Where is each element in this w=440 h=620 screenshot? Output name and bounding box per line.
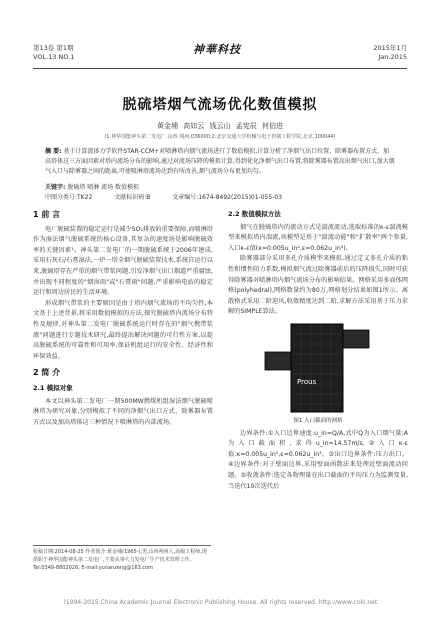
authors: 黄金埔 高如云 钱云山 孟宪辰 何伯进 bbox=[157, 122, 283, 130]
keywords bbox=[45, 182, 395, 191]
keywords-text: 脱硫塔 喷淋 流场 数值模拟 bbox=[67, 184, 140, 191]
doc-code: 文献标识码:B bbox=[114, 194, 151, 201]
copyright-footer: ?1994-2015 China Academic Journal Electronic Publishing House. All rights reserved. http://www.cnki.net bbox=[62, 599, 378, 606]
footnote: 收稿日期:2014-08-25 作者简介:黄金埔(1965-),男,山西朔州人,高级工程师,现供职于神华国能神头第二发电厂,主要从事火力发电厂生产技术管理工作。Tel:0349-8802026, E-mail:yunanzeng@163.com bbox=[33, 545, 211, 572]
keywords-label: 关键字: bbox=[45, 184, 66, 191]
section-2-1-paragraph: 本文以神头第二发电厂一期500MW燃煤机组湿法烟气脱硫喷淋塔为研究对象,分别模拟了不同的净烟气出口方式、除雾器布置方式以及加高塔体这三种情况下喷淋塔的内部流场。 bbox=[33, 397, 213, 426]
right-column bbox=[228, 206, 408, 492]
section-1-paragraph-2: 形成烟气带浆的主要原因是由于塔内烟气流场的不均匀性,本文基于上述背景,将采用数值模拟的方法,探究脱硫塔内流场分布特性及规律,对神头第二发电厂脱硫系统运行时存在的"烟气携带浆液"问题进行专题技术研究,最终提出解决问题的可行性方案,以提高脱硫系统的可靠性和可用率,保证机组运行的安全性、经济性和环保效益。 bbox=[33, 299, 213, 360]
paper-title: 脱硫塔烟气流场优化数值模拟 bbox=[122, 97, 318, 113]
left-column bbox=[33, 204, 213, 428]
clc-number: 中图分类号:TK22 bbox=[45, 194, 93, 201]
header-rule bbox=[33, 68, 407, 69]
section-2-2-paragraph-2: 除雾器部分采用多孔介质模型来模拟,通过定义多孔介质的粘性和惯性阻力系数,模拟烟气流过除雾器前后的压降损失,同时可获得除雾器对喷淋塔内烟气流场分布的影响结果。网格采用多面体网格(polyhedral),网格数量约为80万,网格划分结果如图1所示。离散格式采用二阶迎风,收敛精度达到二阶,求解方法采用基于压力求解的SIMPLE算法。 bbox=[228, 255, 408, 316]
section-2-heading: 2 简 介 bbox=[33, 368, 61, 378]
classification bbox=[45, 192, 395, 201]
journal-logo: 神華科技 bbox=[193, 43, 241, 56]
affiliation: (1.神华国能神头第二发电厂,山西 朔州,036000;2.北京交通大学机械与电子控制工程学院,北京,100044) bbox=[104, 134, 336, 140]
figure-overlay-label: Prous bbox=[297, 377, 317, 386]
abstract-label: 摘 要: bbox=[45, 148, 62, 155]
volume-cn: 第13卷 第1期 bbox=[33, 44, 74, 52]
figure-mesh bbox=[243, 322, 393, 414]
volume-en: VOL.13 NO.1 bbox=[33, 53, 75, 61]
section-2-2-paragraph-1: 烟气在脱硫塔内的流动方式是湍流流动,选取标准的κ-ε湍流模型来模拟塔内湍流,该模型是基于"湍流动能"和"扩散率"两个参量,入口κ-ε值(κ=0.005u_in²,ε=0.062u_in³)。 bbox=[228, 223, 408, 252]
date-info bbox=[373, 44, 407, 62]
abstract-text: 基于计算流体力学软件STAR-CCM+对喷淋塔内烟气流场进行了数值模拟,计算分析了净烟气出口位置、除雾器布置方式、加高塔体这三方面因素对塔内流场分布的影响,通过对流场压降的模拟计算,得到优化净烟气出口布置,将除雾器布置高出烟气出口,加大烟气入口与除雾器之间的距离,可使喷淋塔流场达到有所改善,烟气流场分布更加均匀。 bbox=[45, 148, 395, 175]
volume-info bbox=[33, 44, 74, 62]
article-number: 文章编号:1674-8492(2015)01-055-03 bbox=[172, 194, 282, 201]
figure-caption: 图1 入口截面的网格 bbox=[293, 417, 343, 424]
section-2-2-paragraph-3: 边界条件:①入口边界速度:u_in=Q/A,式中Q为入口烟气量;A为入口截面积,求得u_in=14.57m/s,②入口κ-ε值:κ=0.005u_in²,ε=0.062u_in³。③出口边界条件:压力出口。④边界条件:对于壁面边界,采用壁面函数法来处理近壁面流动问题。⑤收敛条件:选定各物理量在出口截面的平均压力为监测变量,当迭代10次迭代后 bbox=[228, 429, 408, 490]
section-2-1-heading: 2.1 模拟对象 bbox=[33, 383, 73, 392]
section-1-paragraph-1: 电厂脱硫装置的稳定运行是减少SO₂排放的重要保障,而喷淋塔作为湿法烟气脱硫系统的核心设备,其复杂的速度场是影响脱硫效率的关键因素¹。神头第二发电厂的一期脱硫系统于2006年建成,采用石灰石/石膏湿法,一炉一塔全烟气脱硫装置技术,系统自运行以来,脱硫塔存在严重的烟气带浆问题,引发净烟气出口烟道严重腐蚀,并出现不同程度的"烟囱雨"或"石膏雨"问题,严重影响电站的稳定运行和周边居民的生活环境。 bbox=[33, 225, 213, 297]
section-2-2-heading: 2.2 数值模拟方法 bbox=[228, 210, 281, 218]
date-en: Jan.2015 bbox=[378, 53, 407, 61]
date-cn: 2015年1月 bbox=[373, 44, 407, 52]
mesh-figure-image bbox=[243, 322, 393, 414]
abstract bbox=[45, 147, 395, 176]
section-1-heading: 1 前 言 bbox=[33, 210, 61, 219]
